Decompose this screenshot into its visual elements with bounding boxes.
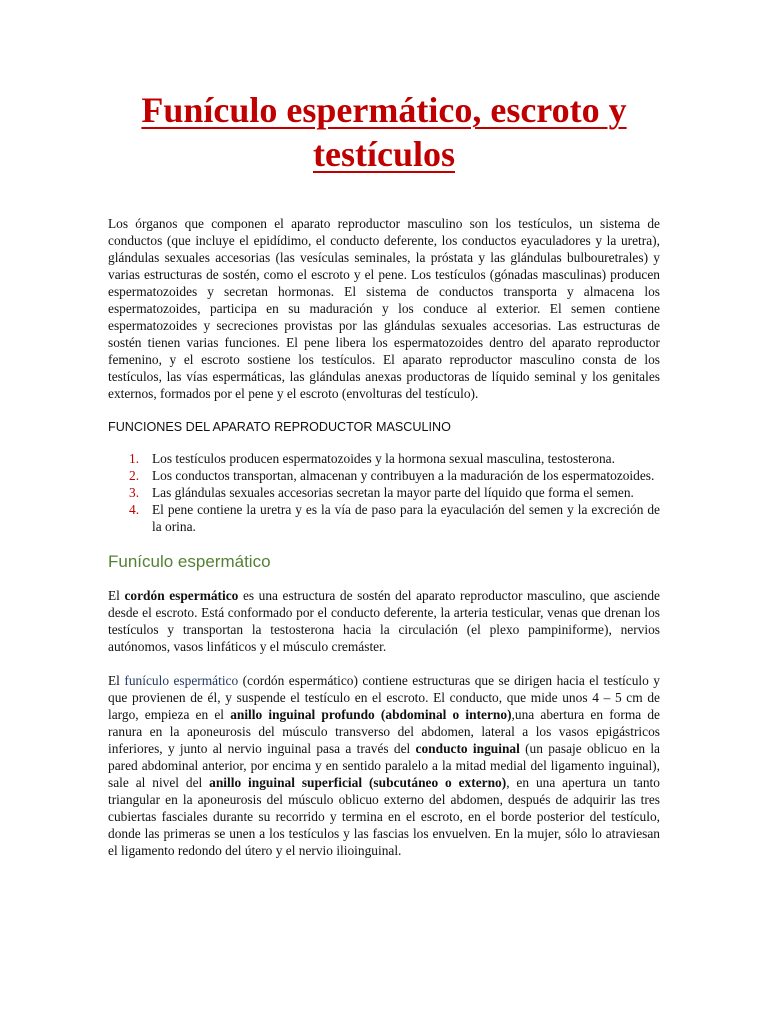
list-number: 2. — [129, 468, 140, 483]
paragraph-text: El — [108, 673, 125, 688]
document-title — [108, 0, 660, 176]
list-item — [129, 501, 660, 535]
list-item-text: Las glándulas sexuales accesorias secretan la mayor parte del líquido que forma el semen. — [152, 485, 634, 500]
term-cordon-espermatico: cordón espermático — [124, 588, 239, 603]
paragraph-text: (cordón espermático) contiene estructuras que se dirigen hacia el testículo y que provienen de él, y suspende el testículo en el escroto. El conducto, que mide unos 4 – 5 cm de largo, empieza en el — [108, 673, 660, 722]
term-anillo-profundo: anillo inguinal profundo (abdominal o interno) — [230, 707, 512, 722]
paragraph-text: , en una apertura un tanto triangular en la aponeurosis del músculo oblicuo externo del abdomen, después de adquirir las tres cubiertas fasciales durante su recorrido y termina en el escroto, en el borde posterior del testículo, donde las primeras se unen a los testículos y las fascias los envuelven. En la mujer, sólo lo atraviesan el ligamento redondo del útero y el nervio ilioinguinal. — [108, 775, 660, 858]
title-line-2: testículos — [313, 134, 455, 174]
paragraph-cordon — [108, 587, 660, 655]
list-number: 3. — [129, 485, 140, 500]
term-funiculo-espermatico: funículo espermático — [124, 673, 239, 688]
list-item-text: Los testículos producen espermatozoides y la hormona sexual masculina, testosterona. — [152, 451, 615, 466]
term-conducto-inguinal: conducto inguinal — [415, 741, 520, 756]
list-item-text: Los conductos transportan, almacenan y contribuyen a la maduración de los espermatozoides. — [152, 468, 655, 483]
list-number: 1. — [129, 451, 140, 466]
list-item — [129, 450, 660, 467]
list-item — [129, 484, 660, 501]
list-item — [129, 467, 660, 484]
intro-paragraph: Los órganos que componen el aparato reproductor masculino son los testículos, un sistema de conductos (que incluye el epidídimo, el conducto deferente, los conductos eyaculadores y la uretra), glándulas sexuales accesorias (las vesículas seminales, la próstata y las glándulas bulbouretrales) y varias estructuras de sostén, como el escroto y el pene. Los testículos (gónadas masculinas) producen espermatozoides y secretan hormonas. El sistema de conductos transporta y almacena los espermatozoides, participa en su maduración y los conduce al exterior. El semen contiene espermatozoides y secreciones provistas por las glándulas sexuales accesorias. Las estructuras de sostén tienen varias funciones. El pene libera los espermatozoides dentro del aparato reproductor femenino, y el escroto sostiene los testículos. El aparato reproductor masculino consta de los testículos, las vías espermáticas, las glándulas anexas productoras de líquido seminal y los genitales externos, formados por el pene y el escroto (envolturas del testículo). — [108, 216, 660, 401]
functions-list — [108, 450, 660, 535]
title-line-1: Funículo espermático, escroto y — [141, 90, 627, 130]
paragraph-text: (un pasaje oblicuo en la pared abdominal anterior, por encima y en sentido paralelo a la mitad medial del ligamento inguinal), sale al nivel del — [108, 741, 661, 790]
paragraph-text: es una estructura de sostén del aparato reproductor masculino, que asciende desde el escroto. Está conformado por el conducto deferente, la arteria testicular, venas que drenan los testículos y transportan la testosterona hacia la circulación (el plexo pampiniforme), nervios autónomos, vasos linfáticos y el músculo cremáster. — [108, 588, 660, 654]
list-number: 4. — [129, 502, 140, 517]
paragraph-funiculo — [108, 672, 660, 859]
term-anillo-superficial: anillo inguinal superficial (subcutáneo o externo) — [209, 775, 507, 790]
paragraph-text: ,una abertura en forma de ranura en la aponeurosis del músculo transverso del abdomen, lateral a los vasos epigástricos inferiores, y junto al nervio inguinal pasa a través del — [108, 707, 660, 756]
paragraph-text: El — [108, 588, 125, 603]
section-heading-funiculo: Funículo espermático — [108, 552, 271, 571]
functions-heading: FUNCIONES DEL APARATO REPRODUCTOR MASCULINO — [108, 420, 451, 434]
list-item-text: El pene contiene la uretra y es la vía de paso para la eyaculación del semen y la excreción de la orina. — [152, 502, 660, 534]
